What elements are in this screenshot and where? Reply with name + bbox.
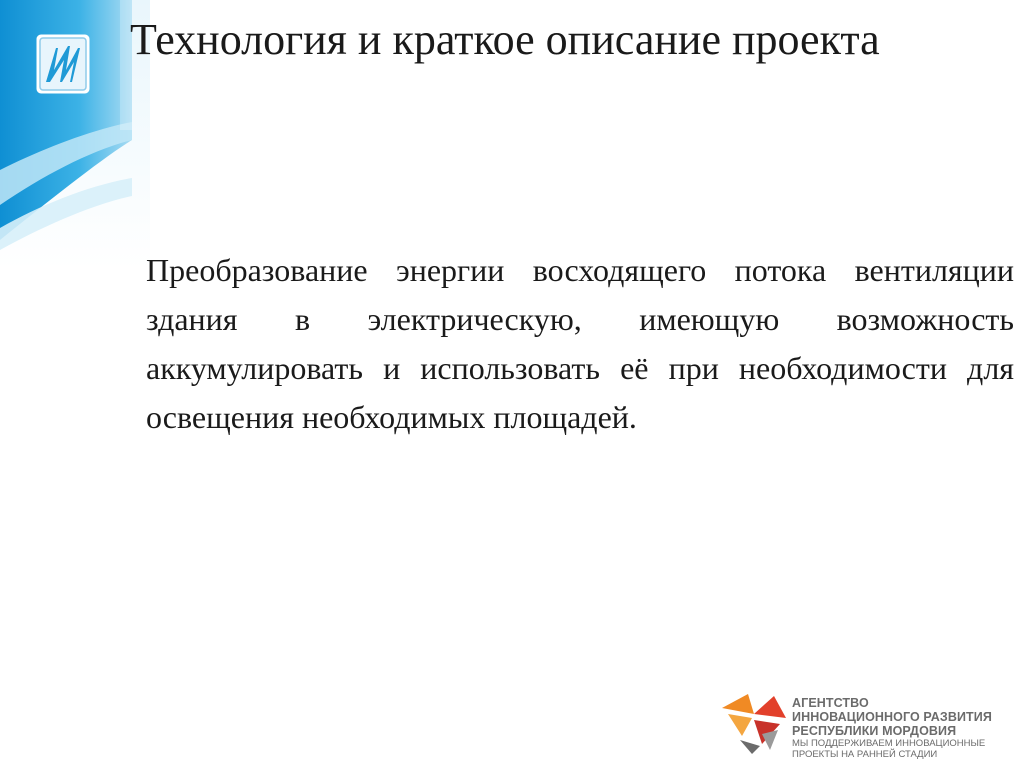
slide-title: Технология и краткое описание проекта (130, 15, 880, 64)
agency-name (792, 696, 1022, 760)
agency-tagline: МЫ ПОДДЕРЖИВАЕМ ИННОВАЦИОННЫЕ ПРОЕКТЫ НА РАННЕЙ СТАДИИ (792, 738, 986, 760)
agency-line-3: РЕСПУБЛИКИ МОРДОВИЯ (792, 724, 957, 738)
agency-geometric-logo-icon (722, 692, 786, 754)
agency-logo-block (722, 692, 1022, 762)
slide-body-text: Преобразование энергии восходящего потока вентиляции здания в электрическую, имеющую возможность аккумулировать и использовать её при необходимости для освещения необходимых площадей. (146, 252, 1014, 435)
stylized-m-logo-icon (36, 34, 90, 94)
agency-line-1: АГЕНТСТВО (792, 696, 869, 710)
agency-line-2: ИННОВАЦИОННОГО РАЗВИТИЯ (792, 710, 992, 724)
blue-wave-decoration (0, 0, 150, 767)
